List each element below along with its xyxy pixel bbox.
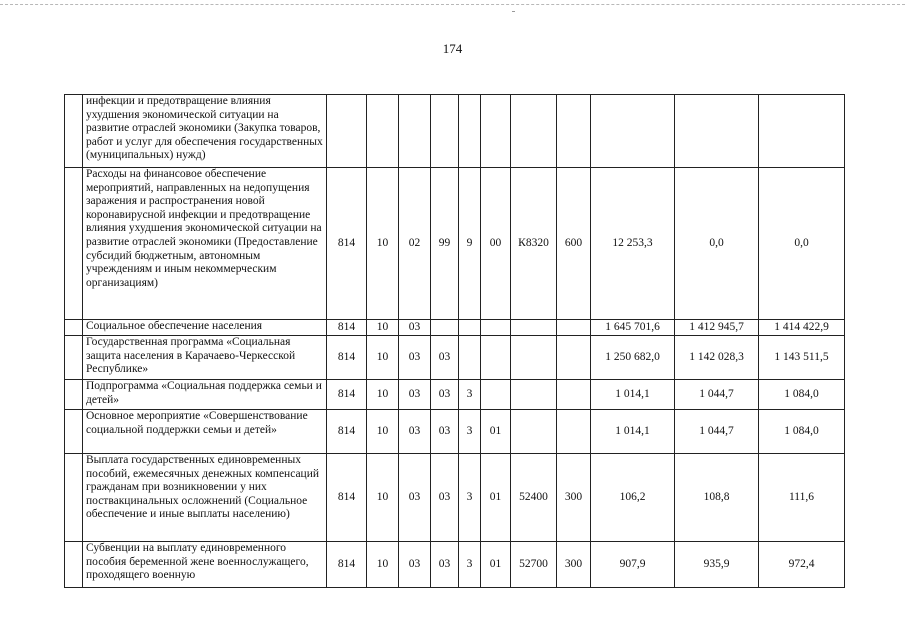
row-index-cell xyxy=(65,168,83,320)
amount-year-1-cell: 106,2 xyxy=(591,454,675,542)
event-code-cell xyxy=(481,336,511,380)
subprogram-code-cell: 9 xyxy=(459,168,481,320)
subsection-code-cell: 02 xyxy=(399,168,431,320)
direction-code-cell xyxy=(511,320,557,336)
expense-type-code-cell xyxy=(557,380,591,410)
item-name-cell: Социальное обеспечение населения xyxy=(83,320,327,336)
event-code-cell: 01 xyxy=(481,410,511,454)
budget-table xyxy=(64,94,845,588)
row-index-cell xyxy=(65,320,83,336)
direction-code-cell xyxy=(511,95,557,168)
amount-year-1-cell: 1 645 701,6 xyxy=(591,320,675,336)
amount-year-1-cell: 1 014,1 xyxy=(591,410,675,454)
item-name-cell: Субвенции на выплату единовременного пособия беременной жене военнослужащего, проходящего военную xyxy=(83,542,327,588)
grbs-code-cell: 814 xyxy=(327,454,367,542)
direction-code-cell: К8320 xyxy=(511,168,557,320)
subsection-code-cell: 03 xyxy=(399,336,431,380)
amount-year-3-cell: 1 084,0 xyxy=(759,380,845,410)
amount-year-2-cell: 935,9 xyxy=(675,542,759,588)
table-row xyxy=(65,380,845,410)
item-name-cell: Государственная программа «Социальная защита населения в Карачаево-Черкесской Республике» xyxy=(83,336,327,380)
grbs-code-cell: 814 xyxy=(327,168,367,320)
amount-year-1-cell xyxy=(591,95,675,168)
event-code-cell: 01 xyxy=(481,454,511,542)
program-code-cell xyxy=(431,95,459,168)
section-code-cell: 10 xyxy=(367,542,399,588)
direction-code-cell: 52700 xyxy=(511,542,557,588)
amount-year-2-cell: 1 142 028,3 xyxy=(675,336,759,380)
event-code-cell: 01 xyxy=(481,542,511,588)
program-code-cell: 03 xyxy=(431,542,459,588)
expense-type-code-cell xyxy=(557,95,591,168)
item-name-cell: инфекции и предотвращение влияния ухудшения экономической ситуации на развитие отраслей экономики (Закупка товаров, работ и услуг для обеспечения государственных (муниципальных) нужд) xyxy=(83,95,327,168)
subsection-code-cell: 03 xyxy=(399,454,431,542)
row-index-cell xyxy=(65,454,83,542)
page-number: 174 xyxy=(442,41,463,56)
amount-year-2-cell: 0,0 xyxy=(675,168,759,320)
expense-type-code-cell xyxy=(557,320,591,336)
subprogram-code-cell: 3 xyxy=(459,542,481,588)
event-code-cell xyxy=(481,380,511,410)
direction-code-cell xyxy=(511,410,557,454)
section-code-cell: 10 xyxy=(367,168,399,320)
table-row xyxy=(65,336,845,380)
page-top-border xyxy=(0,4,905,5)
program-code-cell: 99 xyxy=(431,168,459,320)
row-index-cell xyxy=(65,410,83,454)
program-code-cell xyxy=(431,320,459,336)
subsection-code-cell xyxy=(399,95,431,168)
direction-code-cell: 52400 xyxy=(511,454,557,542)
amount-year-2-cell: 1 044,7 xyxy=(675,380,759,410)
expense-type-code-cell xyxy=(557,336,591,380)
row-index-cell xyxy=(65,542,83,588)
item-name-cell: Выплата государственных единовременных пособий, ежемесячных денежных компенсаций гражданам при возникновении у них поствакцинальных осложнений (Социальное обеспечение и иные выплаты населению) xyxy=(83,454,327,542)
amount-year-3-cell: 111,6 xyxy=(759,454,845,542)
program-code-cell: 03 xyxy=(431,380,459,410)
grbs-code-cell: 814 xyxy=(327,410,367,454)
amount-year-3-cell: 1 143 511,5 xyxy=(759,336,845,380)
expense-type-code-cell xyxy=(557,410,591,454)
subprogram-code-cell: 3 xyxy=(459,454,481,542)
direction-code-cell xyxy=(511,336,557,380)
scan-speck xyxy=(512,11,515,12)
grbs-code-cell: 814 xyxy=(327,336,367,380)
amount-year-2-cell: 1 412 945,7 xyxy=(675,320,759,336)
subprogram-code-cell: 3 xyxy=(459,380,481,410)
section-code-cell xyxy=(367,95,399,168)
subsection-code-cell: 03 xyxy=(399,320,431,336)
expense-type-code-cell: 600 xyxy=(557,168,591,320)
amount-year-1-cell: 1 014,1 xyxy=(591,380,675,410)
section-code-cell: 10 xyxy=(367,336,399,380)
table-row xyxy=(65,454,845,542)
direction-code-cell xyxy=(511,380,557,410)
amount-year-3-cell xyxy=(759,95,845,168)
section-code-cell: 10 xyxy=(367,454,399,542)
row-index-cell xyxy=(65,95,83,168)
section-code-cell: 10 xyxy=(367,320,399,336)
program-code-cell: 03 xyxy=(431,336,459,380)
section-code-cell: 10 xyxy=(367,380,399,410)
expense-type-code-cell: 300 xyxy=(557,454,591,542)
amount-year-3-cell: 0,0 xyxy=(759,168,845,320)
amount-year-1-cell: 1 250 682,0 xyxy=(591,336,675,380)
event-code-cell xyxy=(481,320,511,336)
grbs-code-cell xyxy=(327,95,367,168)
table-row xyxy=(65,95,845,168)
subprogram-code-cell xyxy=(459,320,481,336)
table-row xyxy=(65,168,845,320)
item-name-cell: Расходы на финансовое обеспечение мероприятий, направленных на недопущения заражения и распространения новой коронавирусной инфекции и предотвращение влияния ухудшения экономической ситуации на развитие отраслей экономики (Предоставление субсидий бюджетным, автономным учреждениям и иным некоммерческим организациям) xyxy=(83,168,327,320)
grbs-code-cell: 814 xyxy=(327,380,367,410)
amount-year-1-cell: 907,9 xyxy=(591,542,675,588)
item-name-cell: Подпрограмма «Социальная поддержка семьи и детей» xyxy=(83,380,327,410)
subprogram-code-cell xyxy=(459,336,481,380)
subsection-code-cell: 03 xyxy=(399,542,431,588)
event-code-cell xyxy=(481,95,511,168)
amount-year-1-cell: 12 253,3 xyxy=(591,168,675,320)
subsection-code-cell: 03 xyxy=(399,380,431,410)
amount-year-2-cell: 108,8 xyxy=(675,454,759,542)
row-index-cell xyxy=(65,380,83,410)
amount-year-2-cell: 1 044,7 xyxy=(675,410,759,454)
item-name-cell: Основное мероприятие «Совершенствование социальной поддержки семьи и детей» xyxy=(83,410,327,454)
expense-type-code-cell: 300 xyxy=(557,542,591,588)
amount-year-3-cell: 1 084,0 xyxy=(759,410,845,454)
program-code-cell: 03 xyxy=(431,454,459,542)
section-code-cell: 10 xyxy=(367,410,399,454)
subprogram-code-cell: 3 xyxy=(459,410,481,454)
amount-year-3-cell: 972,4 xyxy=(759,542,845,588)
table-row xyxy=(65,542,845,588)
grbs-code-cell: 814 xyxy=(327,320,367,336)
amount-year-3-cell: 1 414 422,9 xyxy=(759,320,845,336)
program-code-cell: 03 xyxy=(431,410,459,454)
amount-year-2-cell xyxy=(675,95,759,168)
grbs-code-cell: 814 xyxy=(327,542,367,588)
table-row xyxy=(65,410,845,454)
subprogram-code-cell xyxy=(459,95,481,168)
row-index-cell xyxy=(65,336,83,380)
event-code-cell: 00 xyxy=(481,168,511,320)
subsection-code-cell: 03 xyxy=(399,410,431,454)
table-row xyxy=(65,320,845,336)
